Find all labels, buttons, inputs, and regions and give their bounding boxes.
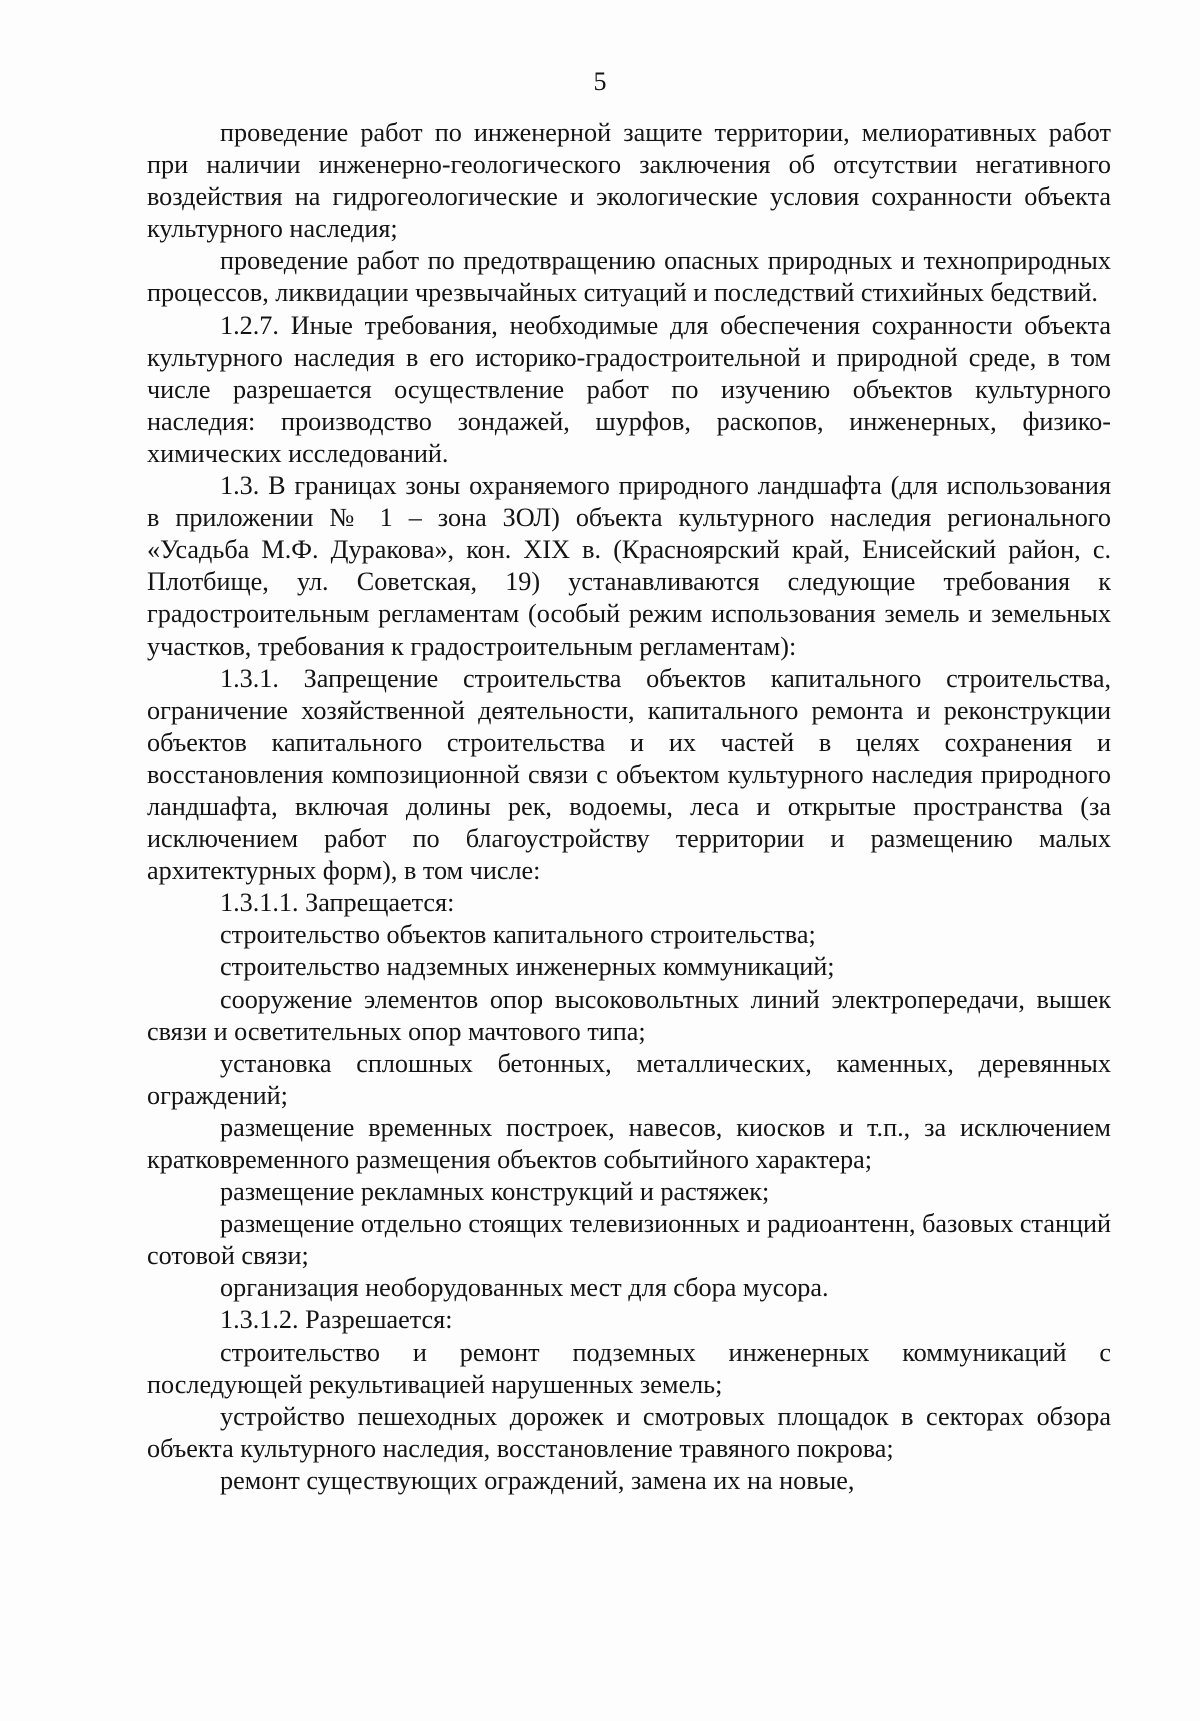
list-item: устройство пешеходных дорожек и смотровых площадок в секторах обзора объекта культурного наследия, восстановление травяного покрова;: [147, 1401, 1111, 1463]
paragraph: проведение работ по предотвращению опасных природных и технoприродных процессов, ликвидации чрезвычайных ситуаций и последствий стихийных бедствий.: [147, 246, 1111, 308]
list-item: ремонт существующих ограждений, замена их на новые,: [220, 1465, 855, 1495]
page-number: 5: [593, 67, 607, 96]
list-item: сооружение элементов опор высоковольтных линий электропередачи, вышек связи и осветительных опор мачтового типа;: [147, 984, 1111, 1046]
paragraph: 1.3.1. Запрещение строительства объектов капитального строительства, ограничение хозяйственной деятельности, капитального ремонта и реконструкции объектов капитального строительства и их частей в целях сохранения и восстановления композиционной связи с объектом культурного наследия природного ландшафта, включая долины рек, водоемы, леса и открытые пространства (за исключением работ по благоустройству территории и размещению малых архитектурных форм), в том числе:: [147, 663, 1111, 886]
list-item: размещение временных построек, навесов, киосков и т.п., за исключением кратковременного размещения объектов событийного характера;: [147, 1112, 1111, 1174]
paragraph: 1.3. В границах зоны охраняемого природного ландшафта (для использования в приложении № 1 – зона ЗОЛ) объекта культурного наследия регионального «Усадьба М.Ф. Дуракова», кон. XIX в. (Красноярский край, Енисейский район, с. Плотбище, ул. Советская, 19) устанавливаются следующие требования к градостроительным регламентам (особый режим использования земель и земельных участков, требования к градостроительным регламентам):: [147, 471, 1111, 661]
list-item: организация необорудованных мест для сбора мусора.: [220, 1273, 829, 1303]
list-item: установка сплошных бетонных, металлических, каменных, деревянных ограждений;: [147, 1048, 1111, 1110]
list-item: размещение отдельно стоящих телевизионных и радиоантенн, базовых станций сотовой связи;: [147, 1209, 1111, 1271]
section-heading: 1.3.1.2. Разрешается:: [220, 1305, 453, 1335]
list-item: строительство и ремонт подземных инженерных коммуникаций с последующей рекультивацией нарушенных земель;: [147, 1337, 1111, 1399]
document-body: [147, 117, 1111, 1497]
list-item: размещение рекламных конструкций и растяжек;: [220, 1177, 770, 1207]
list-item: строительство надземных инженерных коммуникаций;: [220, 952, 835, 982]
list-item: строительство объектов капитального строительства;: [220, 920, 816, 950]
section-heading: 1.3.1.1. Запрещается:: [220, 888, 455, 918]
paragraph: 1.2.7. Иные требования, необходимые для обеспечения сохранности объекта культурного наследия в его историко-градостроительной и природной среде, в том числе разрешается осуществление работ по изучению объектов культурного наследия: производство зондажей, шурфов, раскопов, инженерных, физико-химических исследований.: [147, 310, 1111, 468]
paragraph: проведение работ по инженерной защите территории, мелиоративных работ при наличии инженерно-геологического заключения об отсутствии негативного воздействия на гидрогеологические и экологические условия сохранности объекта культурного наследия;: [147, 118, 1111, 244]
